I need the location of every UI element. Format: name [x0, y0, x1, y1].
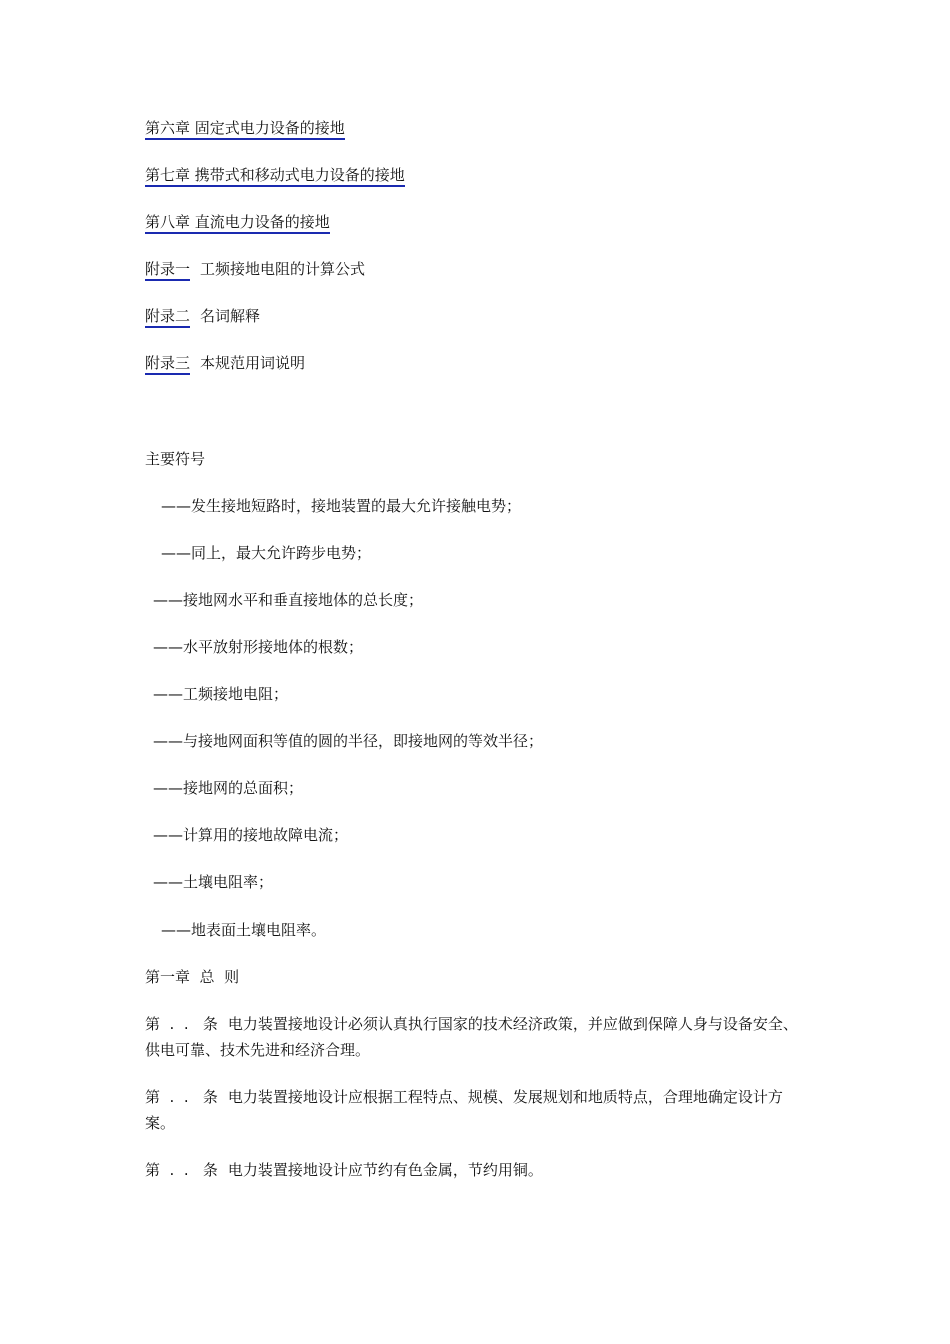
article-1 [145, 1011, 810, 1063]
symbol-line: ——水平放射形接地体的根数； [153, 638, 364, 656]
chapter-1-title: 第一章 总 则 [145, 968, 240, 986]
toc-link-chapter-6[interactable]: 第六章 固定式电力设备的接地 [145, 119, 345, 140]
toc-item-appendix-1 [145, 259, 365, 279]
article-1-text: 电力装置接地设计必须认真执行国家的技术经济政策，并应做到保障人身与设备安全、供电可靠、技术先进和经济合理。 [145, 1015, 798, 1059]
toc-link-appendix-1[interactable]: 附录一 [145, 260, 190, 281]
toc-link-appendix-2[interactable]: 附录二 [145, 307, 190, 328]
symbol-line: ——工频接地电阻； [153, 685, 289, 703]
symbol-line: ——与接地网面积等值的圆的半径，即接地网的等效半径； [153, 732, 544, 750]
toc-appendix-2-title: 名词解释 [200, 307, 261, 325]
article-3-number: 第 . . 条 [145, 1161, 218, 1179]
toc-item-chapter-6 [145, 118, 345, 138]
symbol-line: ——同上，最大允许跨步电势； [161, 544, 372, 562]
symbol-line: ——接地网水平和垂直接地体的总长度； [153, 591, 424, 609]
symbol-line: ——发生接地短路时，接地装置的最大允许接触电势； [161, 497, 522, 515]
symbol-line: ——接地网的总面积； [153, 779, 304, 797]
toc-item-appendix-3 [145, 353, 305, 373]
toc-link-chapter-7[interactable]: 第七章 携带式和移动式电力设备的接地 [145, 166, 405, 187]
symbol-line: ——计算用的接地故障电流； [153, 826, 349, 844]
symbols-heading: 主要符号 [145, 450, 206, 468]
article-2-number: 第 . . 条 [145, 1088, 218, 1106]
article-2 [145, 1084, 810, 1136]
toc-link-chapter-8[interactable]: 第八章 直流电力设备的接地 [145, 213, 330, 234]
toc-item-appendix-2 [145, 306, 260, 326]
toc-appendix-3-title: 本规范用词说明 [200, 354, 306, 372]
article-2-text: 电力装置接地设计应根据工程特点、规模、发展规划和地质特点，合理地确定设计方案。 [145, 1088, 783, 1132]
article-1-number: 第 . . 条 [145, 1015, 218, 1033]
symbol-line: ——土壤电阻率； [153, 873, 274, 891]
symbol-line: ——地表面土壤电阻率。 [161, 921, 327, 939]
article-3 [145, 1157, 810, 1183]
toc-link-appendix-3[interactable]: 附录三 [145, 354, 190, 375]
toc-item-chapter-8 [145, 212, 330, 232]
article-3-text: 电力装置接地设计应节约有色金属，节约用铜。 [227, 1161, 543, 1179]
toc-item-chapter-7 [145, 165, 405, 185]
toc-appendix-1-title: 工频接地电阻的计算公式 [200, 260, 366, 278]
